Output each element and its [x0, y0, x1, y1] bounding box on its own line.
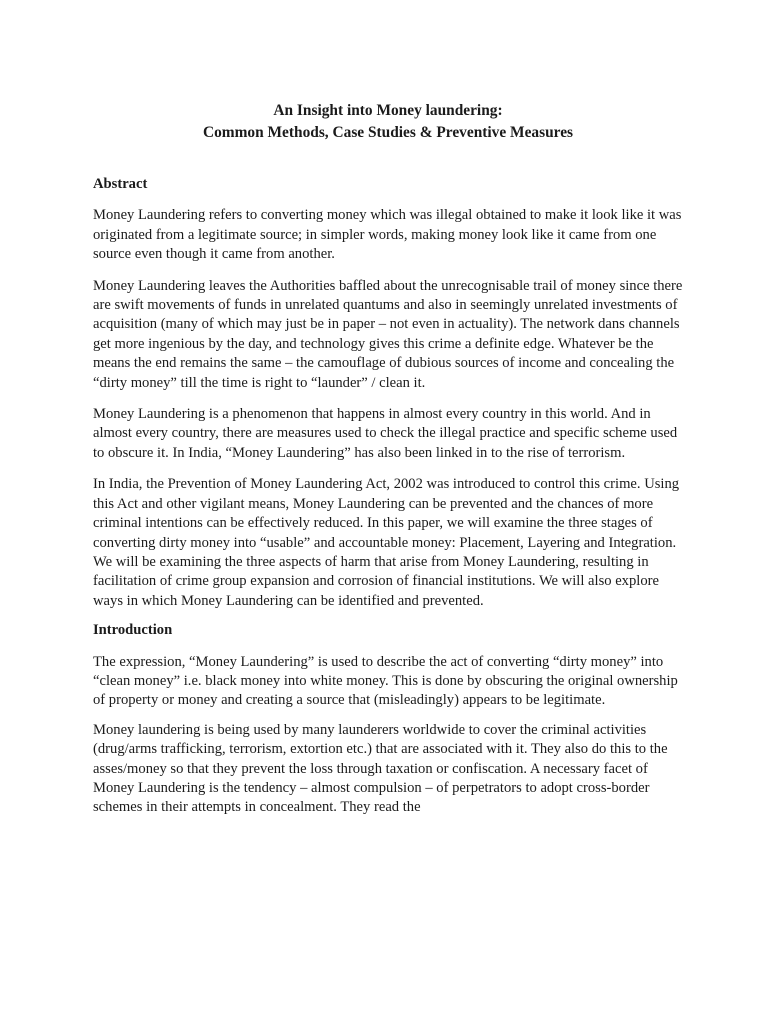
document-page — [93, 0, 683, 818]
introduction-heading: Introduction — [93, 622, 173, 639]
introduction-paragraph-1: The expression, “Money Laundering” is used to describe the act of converting “dirty money” into “clean money” i.e. black money into white money. This is done by obscuring the original ownership of property or money and creating a source that (misleadingly) appears to be legitimate. — [93, 653, 678, 709]
title-line-2: Common Methods, Case Studies & Preventive Measures — [202, 124, 574, 141]
abstract-heading: Abstract — [93, 176, 148, 192]
abstract-paragraph-4: In India, the Prevention of Money Laundering Act, 2002 was introduced to control this crime. Using this Act and other vigilant means, Money Laundering can be prevented and the chances of more criminal intentions can be effectively reduced. In this paper, we will examine the three stages of converting dirty money into “usable” and accountable money: Placement, Layering and Integration. We will be examining the three aspects of harm that arise from Money Laundering, resulting in facilitation of crime group expansion and corrosion of financial institutions. We will also explore ways in which Money Laundering can be identified and prevented. — [93, 476, 680, 609]
abstract-paragraph-3: Money Laundering is a phenomenon that happens in almost every country in this world. And in almost every country, there are measures used to check the illegal practice and specific scheme used to obscure it. In India, “Money Laundering” has also been linked in to the rise of terrorism. — [93, 406, 678, 461]
title-line-1: An Insight into Money laundering: — [273, 102, 503, 119]
introduction-paragraph-2: Money laundering is being used by many launderers worldwide to cover the criminal activities (drug/arms trafficking, terrorism, extortion etc.) that are associated with it. They also do this to the asses/money so that they prevent the loss through taxation or confiscation. A necessary facet of Money Laundering is the tendency – almost compulsion – of perpetrators to adopt cross-border schemes in their attempts in concealment. They read the — [93, 721, 668, 816]
abstract-paragraph-1: Money Laundering refers to converting money which was illegal obtained to make it look like it was originated from a legitimate source; in simpler words, making money look like it came from one source even though it came from another. — [93, 207, 682, 263]
document-title — [93, 100, 683, 144]
abstract-paragraph-2: Money Laundering leaves the Authorities baffled about the unrecognisable trail of money since there are swift movements of funds in unrelated quantums and also in seemingly unrelated investments of acquisition (many of which may just be in paper – not even in actuality). The network dans channels get more ingenious by the day, and technology gives this crime a definite edge. Whatever be the means the end remains the same – the camouflage of dubious sources of income and concealing the “dirty money” till the time is right to “launder” / clean it. — [93, 277, 683, 391]
